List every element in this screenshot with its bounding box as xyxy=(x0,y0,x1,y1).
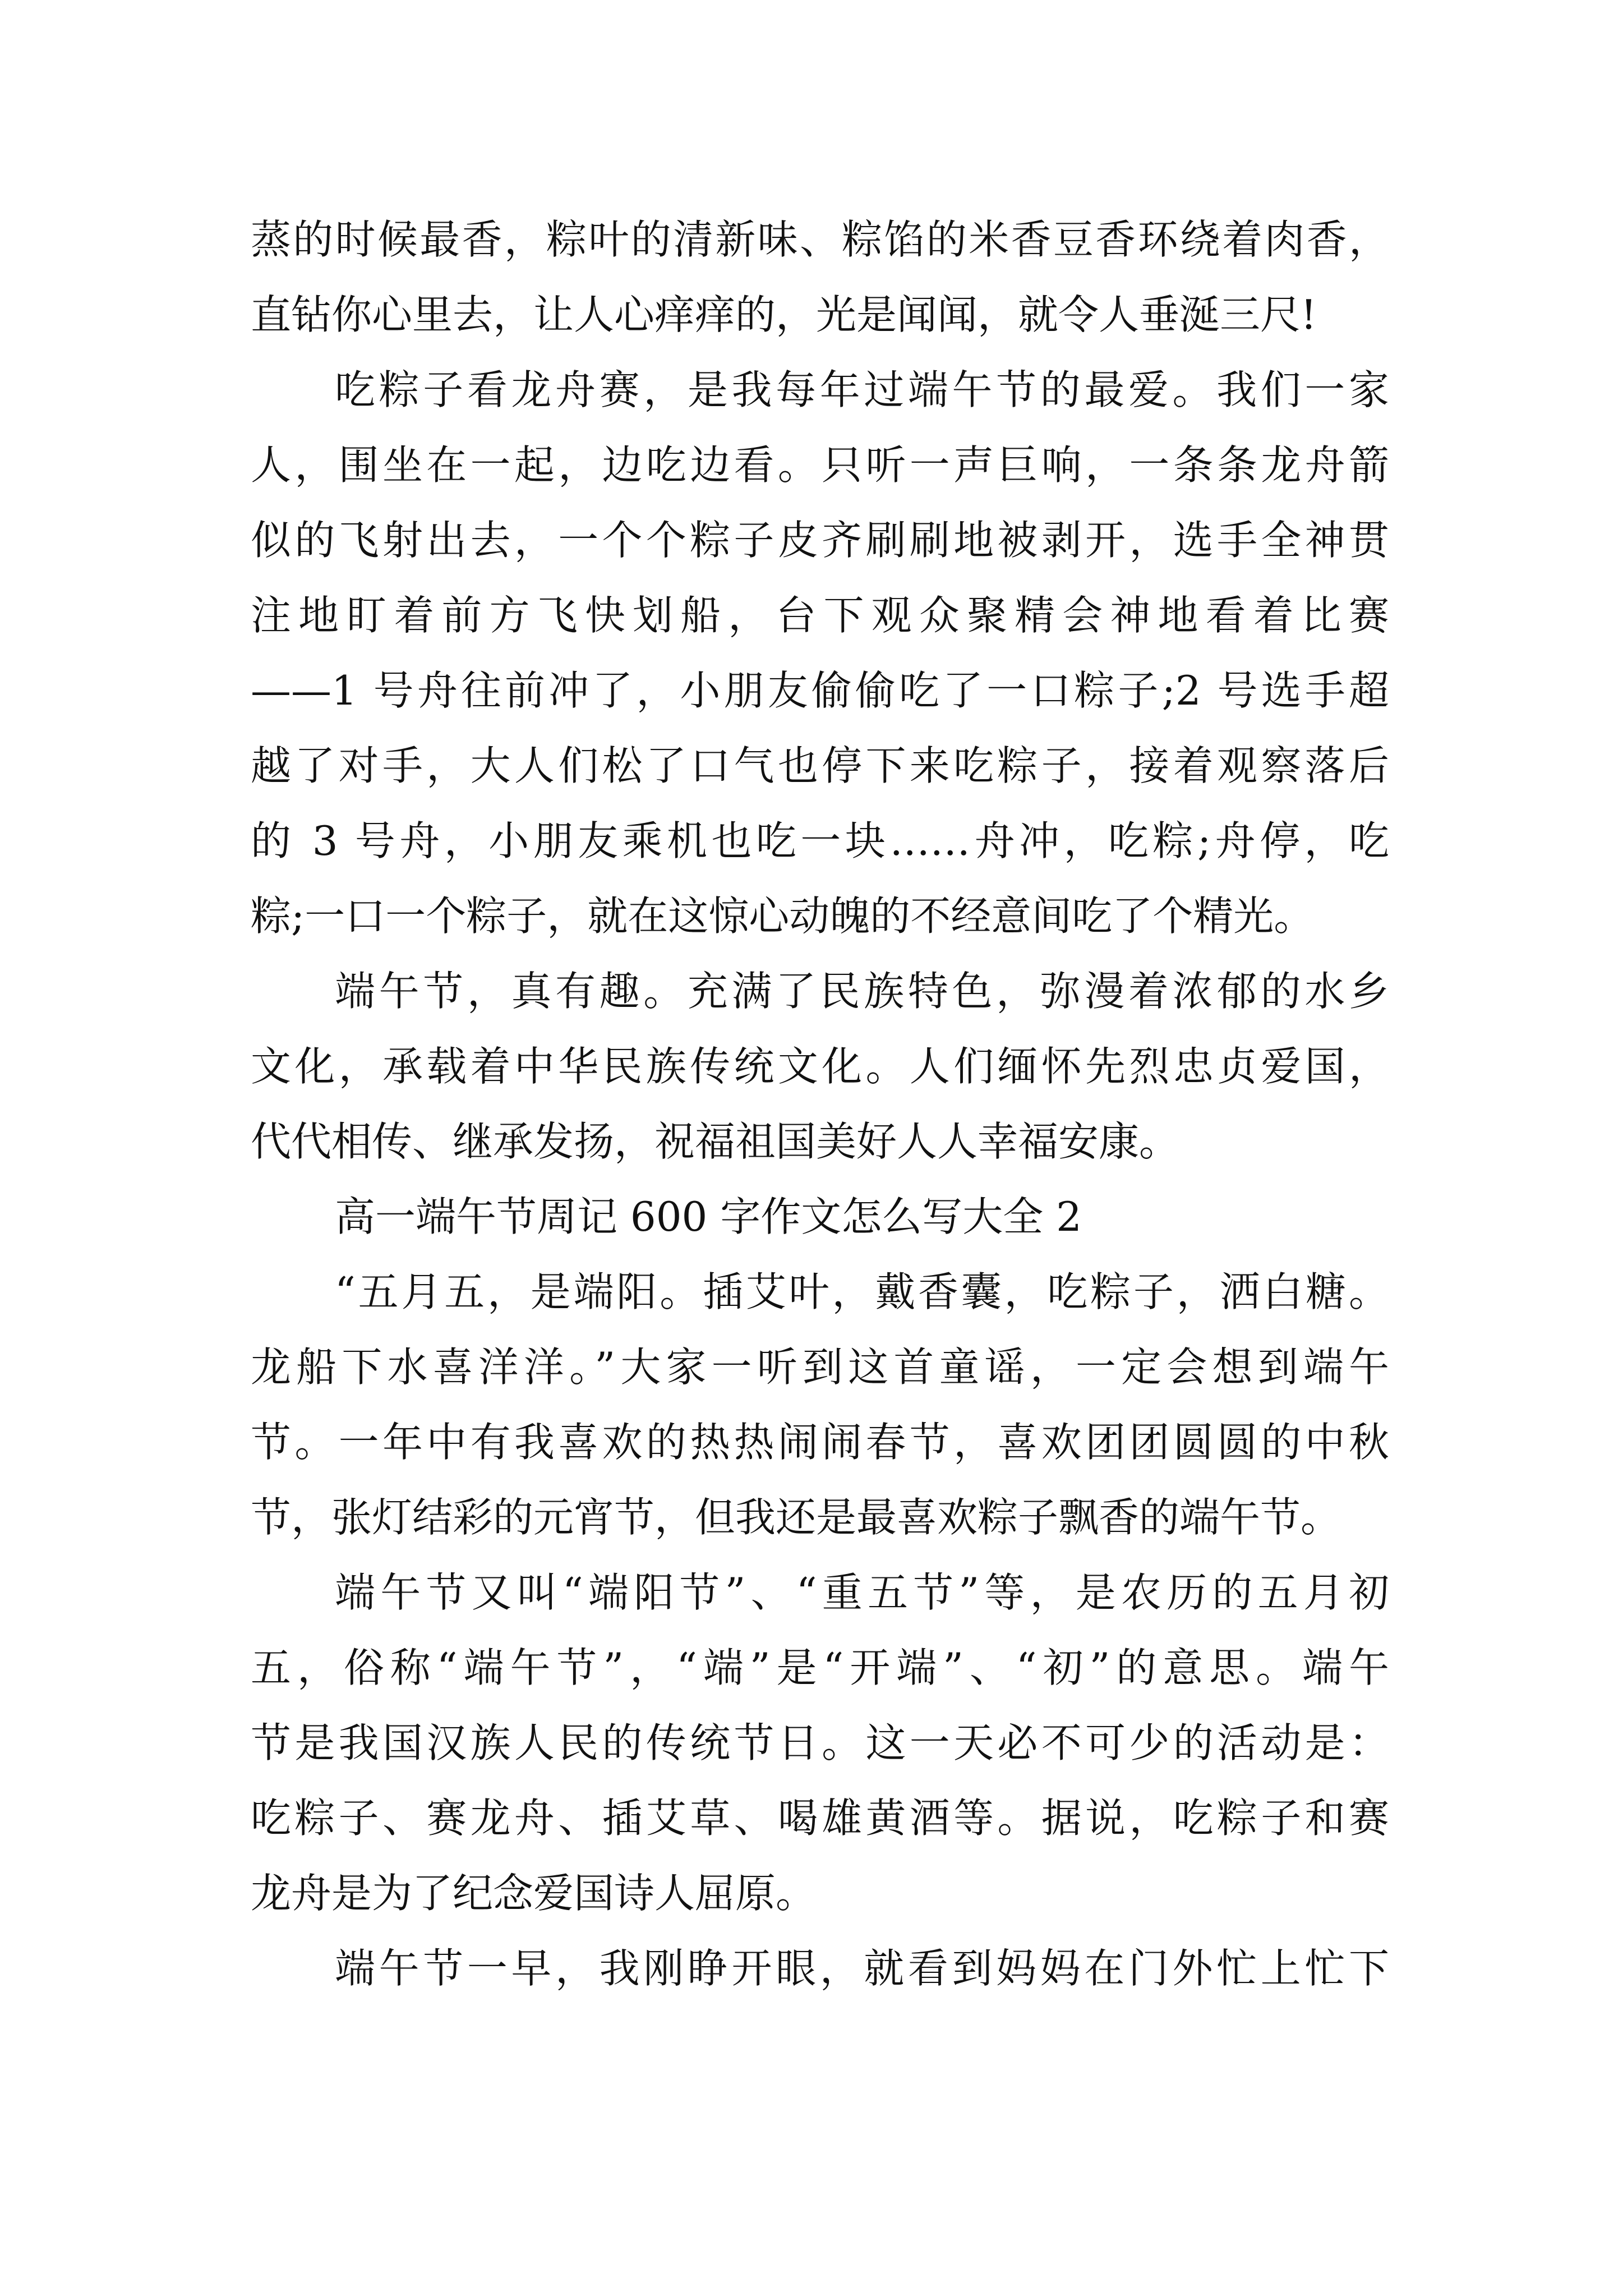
text-line: 节，张灯结彩的元宵节，但我还是最喜欢粽子飘香的端午节。 xyxy=(251,1494,1341,1541)
text-line: 注地盯着前方飞快划船，台下观众聚精会神地看着比赛 xyxy=(251,592,1389,639)
text-line: 越了对手，大人们松了口气也停下来吃粽子，接着观察落后 xyxy=(251,742,1389,789)
text-line: 吃粽子、赛龙舟、插艾草、喝雄黄酒等。据说，吃粽子和赛 xyxy=(251,1795,1389,1842)
text-line: 端午节又叫“端阳节”、“重五节”等，是农历的五月初 xyxy=(335,1569,1389,1616)
text-line: 人，围坐在一起，边吃边看。只听一声巨响，一条条龙舟箭 xyxy=(251,441,1389,489)
text-line: 的 3 号舟，小朋友乘机也吃一块……舟冲，吃粽;舟停，吃 xyxy=(251,817,1389,864)
text-line: 代代相传、继承发扬，祝福祖国美好人人幸福安康。 xyxy=(251,1118,1180,1165)
document-body xyxy=(251,202,1389,2006)
text-line: 龙舟是为了纪念爱国诗人屈原。 xyxy=(251,1870,817,1917)
text-line: 节。一年中有我喜欢的热热闹闹春节，喜欢团团圆圆的中秋 xyxy=(251,1419,1389,1466)
text-line: 节是我国汉族人民的传统节日。这一天必不可少的活动是： xyxy=(251,1719,1389,1766)
text-line: 文化，承载着中华民族传统文化。人们缅怀先烈忠贞爱国， xyxy=(251,1043,1389,1090)
text-line: 蒸的时候最香，粽叶的清新味、粽馅的米香豆香环绕着肉香， xyxy=(251,216,1389,263)
text-line: ——1 号舟往前冲了，小朋友偷偷吃了一口粽子;2 号选手超 xyxy=(251,667,1389,714)
text-line: 直钻你心里去，让人心痒痒的，光是闻闻，就令人垂涎三尺! xyxy=(251,291,1317,338)
text-line: 似的飞射出去，一个个粽子皮齐刷刷地被剥开，选手全神贯 xyxy=(251,517,1389,564)
text-line: 吃粽子看龙舟赛，是我每年过端午节的最爱。我们一家 xyxy=(335,366,1389,413)
section-heading: 高一端午节周记 600 字作文怎么写大全 2 xyxy=(335,1193,1082,1240)
text-line: 端午节一早，我刚睁开眼，就看到妈妈在门外忙上忙下 xyxy=(335,1945,1389,1992)
text-line: “五月五，是端阳。插艾叶，戴香囊，吃粽子，洒白糖。 xyxy=(335,1268,1389,1315)
text-line: 粽;一口一个粽子，就在这惊心动魄的不经意间吃了个精光。 xyxy=(251,892,1315,940)
text-line: 端午节，真有趣。充满了民族特色，弥漫着浓郁的水乡 xyxy=(335,968,1389,1015)
text-line: 龙船下水喜洋洋。”大家一听到这首童谣，一定会想到端午 xyxy=(251,1343,1389,1391)
text-line: 五，俗称“端午节”，“端”是“开端”、“初”的意思。端午 xyxy=(251,1644,1389,1691)
